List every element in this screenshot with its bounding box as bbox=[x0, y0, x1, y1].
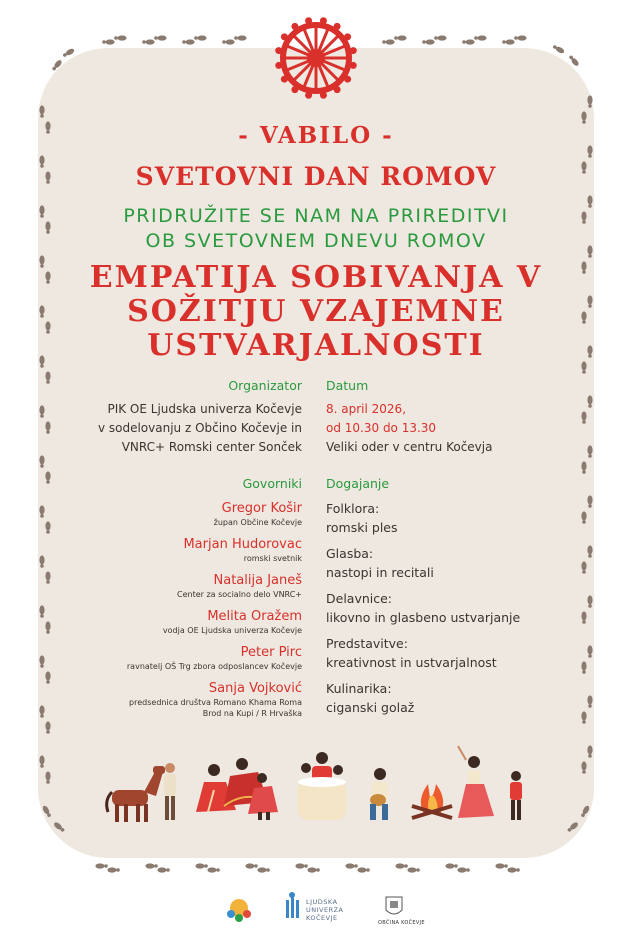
obcina-kocevje-crest-icon bbox=[386, 897, 402, 914]
speaker-name: Peter Pirc bbox=[240, 645, 302, 660]
theme-line-2: SOŽITJU VZAJEMNE bbox=[127, 294, 505, 329]
program-label: Folklora: bbox=[326, 501, 380, 516]
program-label: Glasba: bbox=[326, 546, 374, 561]
speaker-name: Sanja Vojković bbox=[208, 681, 302, 696]
program-desc: romski ples bbox=[326, 520, 398, 535]
speaker-role: romski svetnik bbox=[243, 554, 302, 563]
obcina-logo-text: OBČINA KOČEVJE bbox=[378, 920, 425, 926]
invite-line-1: PRIDRUŽITE SE NAM NA PRIREDITVI bbox=[123, 205, 509, 227]
program-label: Predstavitve: bbox=[326, 636, 408, 651]
program-label: Delavnice: bbox=[326, 591, 393, 606]
date-day: 8. april 2026, bbox=[326, 402, 407, 416]
date-heading: Datum bbox=[326, 378, 369, 393]
date-place: Veliki oder v centru Kočevja bbox=[326, 440, 493, 454]
speaker-name: Gregor Košir bbox=[221, 501, 302, 516]
program-desc: nastopi in recitali bbox=[326, 565, 434, 580]
invitation-heading: - VABILO - bbox=[238, 122, 394, 149]
program-heading: Dogajanje bbox=[326, 476, 390, 491]
program-desc: kreativnost in ustvarjalnost bbox=[326, 655, 497, 670]
lu-logo-line: UNIVERZA bbox=[306, 906, 344, 914]
ljudska-univerza-logo-icon bbox=[286, 892, 299, 918]
theme-line-1: EMPATIJA SOBIVANJA V bbox=[89, 260, 543, 295]
speaker-name: Natalija Janeš bbox=[213, 573, 302, 588]
organizer-line: VNRC+ Romski center Sonček bbox=[121, 440, 302, 454]
lu-logo-line: LJUDSKA bbox=[306, 898, 338, 906]
speaker-role: ravnatelj OŠ Trg zbora odposlancev Kočevje bbox=[126, 662, 302, 671]
speaker-role: Brod na Kupi / R Hrvaška bbox=[202, 709, 302, 718]
speaker-name: Marjan Hudorovac bbox=[183, 537, 302, 552]
date-time: od 10.30 do 13.30 bbox=[326, 421, 437, 435]
organizer-heading: Organizator bbox=[228, 378, 302, 393]
program-desc: ciganski golaž bbox=[326, 700, 415, 715]
speaker-role: župan Občine Kočevje bbox=[213, 518, 302, 527]
speakers-heading: Govorniki bbox=[242, 476, 302, 491]
speaker-role: vodja OE Ljudska univerza Kočevje bbox=[162, 626, 302, 635]
program-desc: likovno in glasbeno ustvarjanje bbox=[326, 610, 521, 625]
theme-line-3: USTVARJALNOSTI bbox=[147, 328, 485, 363]
speaker-role: Center za socialno delo VNRC+ bbox=[177, 590, 302, 599]
organizer-line: v sodelovanju z Občino Kočevje in bbox=[97, 421, 302, 435]
organizer-line: PIK OE Ljudska univerza Kočevje bbox=[107, 402, 302, 416]
sun-logo-icon bbox=[227, 899, 251, 922]
speaker-name: Melita Oražem bbox=[207, 609, 302, 624]
lu-logo-text bbox=[306, 898, 344, 922]
program-label: Kulinarika: bbox=[326, 681, 392, 696]
speaker-role: predsednica društva Romano Khama Roma bbox=[129, 698, 302, 707]
event-title: SVETOVNI DAN ROMOV bbox=[135, 162, 497, 191]
invite-line-2: OB SVETOVNEM DNEVU ROMOV bbox=[145, 230, 487, 252]
lu-logo-line: KOČEVJE bbox=[306, 914, 338, 922]
